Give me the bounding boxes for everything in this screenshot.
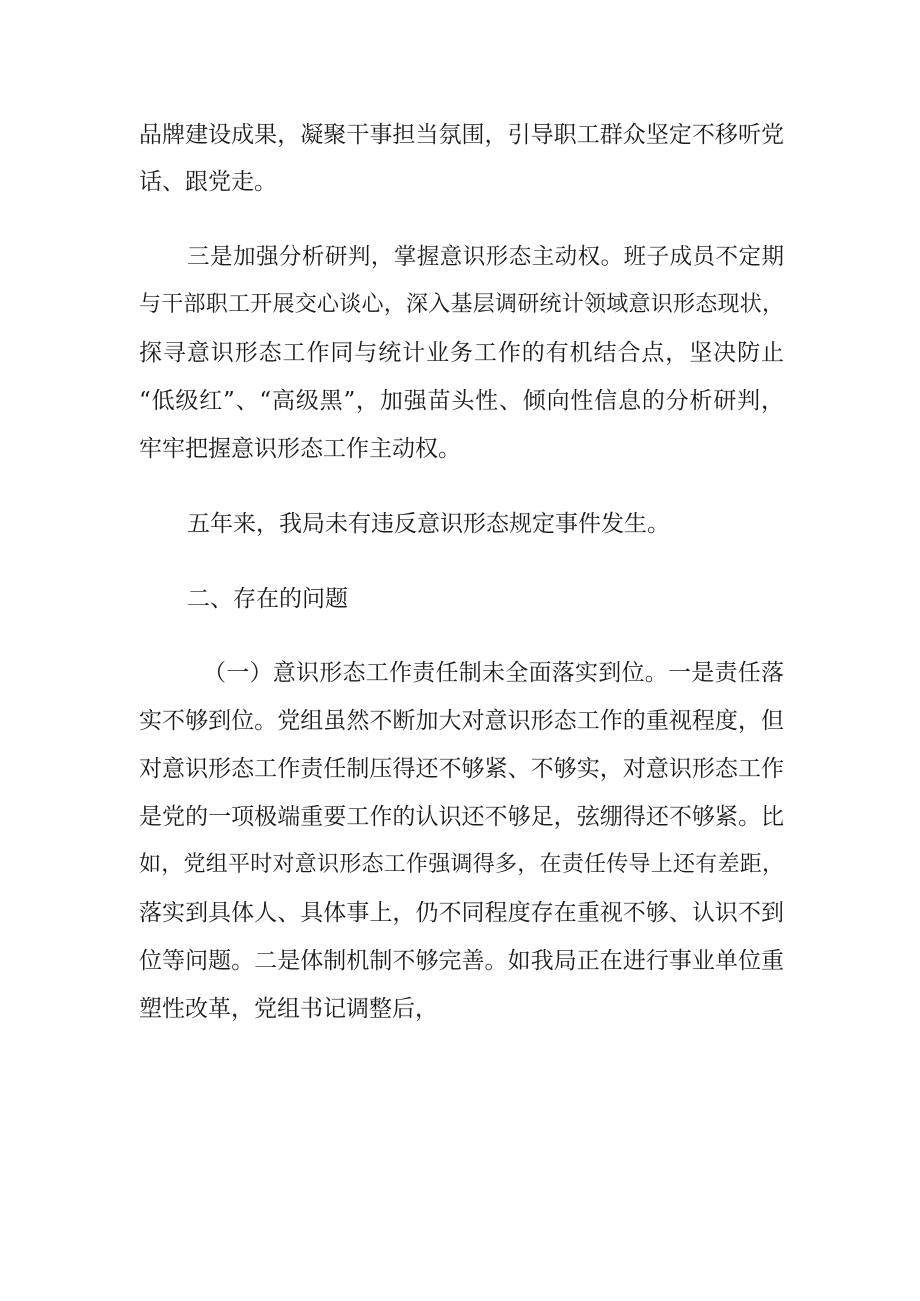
- section-heading: 二、存在的问题: [187, 586, 348, 612]
- text-line: 牢牢把握意识形态工作主动权。: [139, 436, 461, 462]
- text-line: 是党的一项极端重要工作的认识还不够足，弦绷得还不够紧。比: [139, 804, 784, 830]
- text-line: （一）意识形态工作责任制未全面落实到位。一是责任落: [203, 660, 784, 686]
- text-line: 落实到具体人、具体事上，仍不同程度存在重视不够、认识不到: [139, 900, 784, 926]
- text-line: 对意识形态工作责任制压得还不够紧、不够实，对意识形态工作: [139, 756, 784, 782]
- text-line: 实不够到位。党组虽然不断加大对意识形态工作的重视程度，但: [139, 708, 784, 734]
- text-line: 探寻意识形态工作同与统计业务工作的有机结合点，坚决防止: [139, 340, 784, 366]
- text-line: 塑性改革，党组书记调整后，: [139, 996, 438, 1022]
- text-line: “低级红”、“高级黑”，加强苗头性、倾向性信息的分析研判，: [139, 388, 784, 414]
- text-line: 三是加强分析研判，掌握意识形态主动权。班子成员不定期: [187, 244, 784, 270]
- text-line: 话、跟党走。: [139, 169, 277, 195]
- text-line: 品牌建设成果，凝聚干事担当氛围，引导职工群众坚定不移听党: [139, 122, 784, 148]
- text-line: 与干部职工开展交心谈心，深入基层调研统计领域意识形态现状，: [139, 292, 784, 317]
- text-line: 位等问题。二是体制机制不够完善。如我局正在进行事业单位重: [139, 948, 784, 974]
- text-line: 如，党组平时对意识形态工作强调得多，在责任传导上还有差距，: [139, 852, 784, 877]
- text-line: 五年来，我局未有违反意识形态规定事件发生。: [187, 511, 670, 537]
